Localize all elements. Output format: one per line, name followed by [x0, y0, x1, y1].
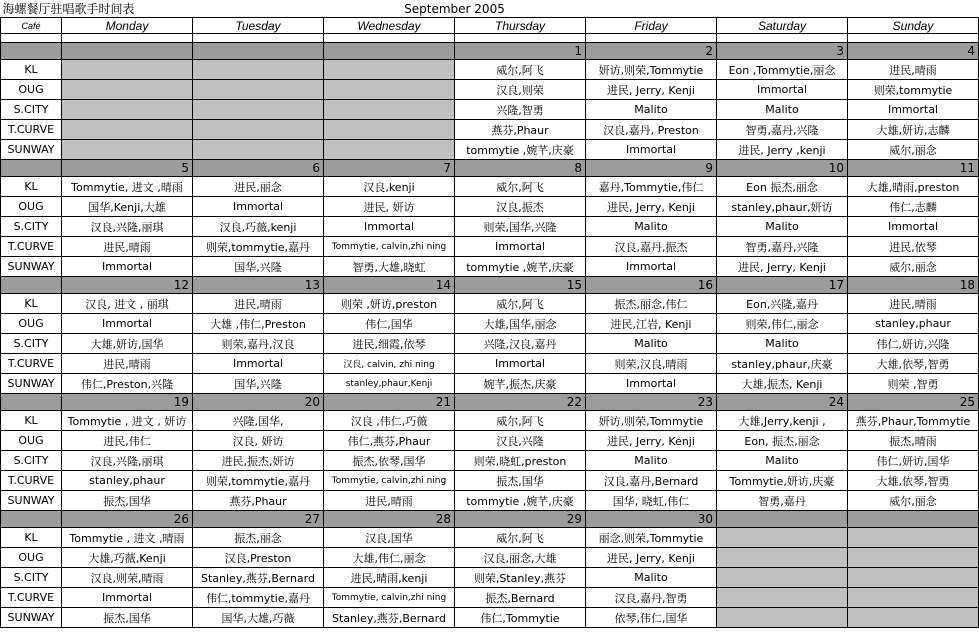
singer-cell[interactable]: 进民, Jerry, Kenji — [586, 197, 717, 217]
singer-cell[interactable]: 则荣 ,妍访,preston — [324, 294, 455, 314]
date-cell: 12 — [62, 277, 193, 294]
day-header: Saturday — [717, 18, 848, 34]
singer-cell[interactable]: 进民,晴雨 — [848, 60, 979, 80]
date-cell: 21 — [324, 394, 455, 411]
singer-cell[interactable]: 大雄,妍访,国华 — [62, 334, 193, 354]
singer-cell[interactable]: 兴隆,国华, — [193, 411, 324, 431]
singer-cell[interactable]: 伟仁,志麟 — [848, 197, 979, 217]
singer-cell[interactable]: 汉良,丽念,大雄 — [455, 548, 586, 568]
day-header: Thursday — [455, 18, 586, 34]
singer-cell[interactable]: Malito — [717, 334, 848, 354]
location-label: SUNWAY — [1, 491, 62, 511]
singer-cell[interactable]: 则荣,嘉丹,汉良 — [193, 334, 324, 354]
singer-cell[interactable]: 大雄,妍访,志麟 — [848, 120, 979, 140]
singer-cell[interactable]: stanley,phaur,庆豪 — [717, 354, 848, 374]
location-label: SUNWAY — [1, 140, 62, 160]
singer-cell[interactable]: 汉良, 妍访 — [193, 431, 324, 451]
singer-cell[interactable]: 大雄,振杰, Kenji — [717, 374, 848, 394]
singer-cell[interactable]: 进民,依琴 — [848, 237, 979, 257]
location-row — [1, 80, 979, 100]
singer-cell[interactable]: 振杰,丽念 — [193, 528, 324, 548]
date-cell: 29 — [455, 511, 586, 528]
singer-cell[interactable]: Immortal — [455, 237, 586, 257]
date-cell: 18 — [848, 277, 979, 294]
singer-cell[interactable]: 婉芊,振杰,庆豪 — [455, 374, 586, 394]
location-label: S.CITY — [1, 451, 62, 471]
singer-cell[interactable]: 则荣,tommytie,嘉丹 — [193, 471, 324, 491]
singer-cell[interactable]: Tommytie , 进文 , 妍访 — [62, 411, 193, 431]
cafe-header: Café — [1, 18, 62, 34]
singer-cell[interactable] — [717, 548, 848, 568]
location-label: T.CURVE — [1, 237, 62, 257]
date-cell: 9 — [586, 160, 717, 177]
singer-cell[interactable] — [717, 588, 848, 608]
singer-cell[interactable]: 振杰,国华 — [62, 491, 193, 511]
singer-cell[interactable]: 进民,晴雨 — [62, 354, 193, 374]
date-spacer — [1, 277, 62, 294]
singer-cell[interactable]: 妍访,则荣,Tommytie — [586, 60, 717, 80]
singer-cell[interactable]: 智勇,嘉丹,兴隆 — [717, 120, 848, 140]
date-cell: 5 — [62, 160, 193, 177]
singer-cell[interactable]: 进民, Jerry, Kenji — [717, 257, 848, 277]
singer-cell[interactable] — [717, 528, 848, 548]
singer-cell[interactable]: 大雄,Jerry,kenji , — [717, 411, 848, 431]
singer-cell[interactable]: 汉良,嘉丹,振杰 — [586, 237, 717, 257]
location-label: OUG — [1, 197, 62, 217]
singer-cell[interactable]: 则荣,汉良,晴雨 — [586, 354, 717, 374]
location-row — [1, 237, 979, 257]
location-row — [1, 197, 979, 217]
singer-cell[interactable]: 智勇,嘉丹,兴隆 — [717, 237, 848, 257]
day-header: Monday — [62, 18, 193, 34]
singer-cell[interactable]: Stanley,燕芬,Bernard — [193, 568, 324, 588]
week-date-row — [1, 511, 979, 528]
singer-cell[interactable] — [848, 528, 979, 548]
week-date-row — [1, 277, 979, 294]
location-label: SUNWAY — [1, 608, 62, 628]
singer-cell[interactable]: 伟仁,tommytie,嘉丹 — [193, 588, 324, 608]
singer-cell[interactable]: 大雄,依琴,智勇 — [848, 354, 979, 374]
singer-cell[interactable]: Eon,兴隆,嘉丹 — [717, 294, 848, 314]
singer-cell[interactable]: Immortal — [62, 314, 193, 334]
singer-cell[interactable]: 进民, Jerry, Kenji — [586, 548, 717, 568]
singer-cell[interactable]: 进民, Jerry, Kenji — [586, 80, 717, 100]
singer-cell[interactable]: 进民,细霞,依琴 — [324, 334, 455, 354]
singer-cell[interactable]: 则荣,伟仁,丽念 — [717, 314, 848, 334]
singer-cell[interactable]: 威尔,丽念 — [848, 257, 979, 277]
singer-cell[interactable]: 汉良,巧薇,kenji — [193, 217, 324, 237]
singer-cell[interactable]: 汉良,兴隆,丽琪 — [62, 451, 193, 471]
location-row — [1, 491, 979, 511]
singer-cell[interactable]: 伟仁,妍访,兴隆 — [848, 334, 979, 354]
singer-cell[interactable]: 伟仁,燕芬,Phaur — [324, 431, 455, 451]
location-row — [1, 294, 979, 314]
location-label: SUNWAY — [1, 257, 62, 277]
singer-cell[interactable]: Immortal — [717, 80, 848, 100]
singer-cell[interactable]: Tommytie , 进文 ,晴雨 — [62, 528, 193, 548]
singer-cell[interactable]: 进民,伟仁 — [62, 431, 193, 451]
singer-cell[interactable]: 大雄 ,伟仁,Preston — [193, 314, 324, 334]
singer-cell[interactable]: 汉良 ,伟仁,巧薇 — [324, 411, 455, 431]
location-label: KL — [1, 294, 62, 314]
singer-cell[interactable]: 威尔,丽念 — [848, 140, 979, 160]
location-row — [1, 411, 979, 431]
singer-cell[interactable]: Immortal — [193, 354, 324, 374]
location-label: S.CITY — [1, 100, 62, 120]
location-label: S.CITY — [1, 217, 62, 237]
singer-cell[interactable]: 振杰,丽念,伟仁 — [586, 294, 717, 314]
singer-cell[interactable] — [848, 588, 979, 608]
singer-cell[interactable]: 汉良,嘉丹,智勇 — [586, 588, 717, 608]
singer-cell[interactable]: Tommytie,妍访,庆豪 — [717, 471, 848, 491]
singer-cell[interactable]: Malito — [717, 100, 848, 120]
singer-cell[interactable]: 燕芬,Phaur — [455, 120, 586, 140]
date-cell: 2 — [586, 43, 717, 60]
singer-cell[interactable]: Malito — [586, 100, 717, 120]
singer-cell[interactable]: Immortal — [62, 257, 193, 277]
singer-cell[interactable]: Immortal — [193, 197, 324, 217]
singer-cell[interactable] — [193, 60, 324, 80]
singer-cell[interactable]: 振杰,依琴,国华 — [324, 451, 455, 471]
singer-cell[interactable]: 威尔,阿飞 — [455, 177, 586, 197]
singer-cell[interactable]: Malito — [717, 451, 848, 471]
date-cell — [324, 43, 455, 60]
singer-cell[interactable]: stanley,phaur — [62, 471, 193, 491]
singer-cell[interactable]: Malito — [586, 451, 717, 471]
singer-cell[interactable]: 燕芬,Phaur,Tommytie — [848, 411, 979, 431]
location-label: T.CURVE — [1, 471, 62, 491]
singer-cell[interactable]: 则荣,tommytie — [848, 80, 979, 100]
location-label: OUG — [1, 548, 62, 568]
singer-cell[interactable]: 丽念,则荣,Tommytie — [586, 528, 717, 548]
singer-cell[interactable] — [848, 568, 979, 588]
singer-cell[interactable]: 大雄,巧薇,Kenji — [62, 548, 193, 568]
date-cell: 15 — [455, 277, 586, 294]
date-cell: 22 — [455, 394, 586, 411]
singer-cell[interactable]: 国华,大雄,巧薇 — [193, 608, 324, 628]
singer-cell[interactable]: Immortal — [586, 140, 717, 160]
location-label: OUG — [1, 431, 62, 451]
date-spacer — [1, 43, 62, 60]
location-row — [1, 548, 979, 568]
singer-cell[interactable]: 汉良,则荣,晴雨 — [62, 568, 193, 588]
location-row — [1, 140, 979, 160]
singer-cell[interactable] — [324, 120, 455, 140]
location-label: KL — [1, 411, 62, 431]
date-cell: 23 — [586, 394, 717, 411]
day-header: Friday — [586, 18, 717, 34]
date-cell: 30 — [586, 511, 717, 528]
singer-cell[interactable]: 智勇,嘉丹 — [717, 491, 848, 511]
location-label: OUG — [1, 314, 62, 334]
singer-cell[interactable]: 则荣,Stanley,燕芬 — [455, 568, 586, 588]
singer-cell[interactable] — [717, 568, 848, 588]
singer-cell[interactable]: 伟仁,Tommytie — [455, 608, 586, 628]
singer-cell[interactable]: 威尔,阿飞 — [455, 528, 586, 548]
sheet-title: 海螺餐厅驻唱歌手时间表 — [2, 2, 135, 16]
singer-cell[interactable]: Immortal — [62, 588, 193, 608]
singer-cell[interactable]: 振杰,国华 — [455, 471, 586, 491]
singer-cell[interactable]: 兴隆,汉良,嘉丹 — [455, 334, 586, 354]
singer-cell[interactable] — [324, 80, 455, 100]
singer-cell[interactable]: 则荣,晓虹,preston — [455, 451, 586, 471]
week-date-row — [1, 160, 979, 177]
singer-cell[interactable]: Tommytie, calvin,zhi ning — [324, 471, 455, 491]
date-cell: 1 — [455, 43, 586, 60]
singer-cell[interactable] — [848, 548, 979, 568]
singer-cell[interactable]: 国华,兴隆 — [193, 257, 324, 277]
singer-cell[interactable]: 进民,晴雨,kenji — [324, 568, 455, 588]
singer-cell[interactable]: Tommytie, 进文 ,晴雨 — [62, 177, 193, 197]
date-cell: 13 — [193, 277, 324, 294]
singer-cell[interactable]: 进民,振杰,妍访 — [193, 451, 324, 471]
singer-cell[interactable] — [324, 60, 455, 80]
date-cell: 27 — [193, 511, 324, 528]
singer-cell[interactable] — [62, 100, 193, 120]
date-cell: 26 — [62, 511, 193, 528]
day-header: Sunday — [848, 18, 979, 34]
location-label: KL — [1, 528, 62, 548]
singer-cell[interactable]: 振杰,晴雨 — [848, 431, 979, 451]
singer-cell[interactable]: Immortal — [455, 354, 586, 374]
singer-cell[interactable]: Immortal — [848, 100, 979, 120]
location-label: T.CURVE — [1, 120, 62, 140]
singer-cell[interactable] — [62, 120, 193, 140]
date-cell: 3 — [717, 43, 848, 60]
date-cell: 10 — [717, 160, 848, 177]
singer-cell[interactable]: Malito — [586, 568, 717, 588]
singer-cell[interactable]: 进民,晴雨 — [193, 294, 324, 314]
date-cell: 8 — [455, 160, 586, 177]
singer-cell[interactable]: 伟仁,妍访,国华 — [848, 451, 979, 471]
singer-cell[interactable]: 智勇,大雄,晓虹 — [324, 257, 455, 277]
singer-cell[interactable]: 汉良,则荣 — [455, 80, 586, 100]
singer-cell[interactable]: 汉良,兴隆,丽琪 — [62, 217, 193, 237]
location-row — [1, 354, 979, 374]
location-label: S.CITY — [1, 568, 62, 588]
singer-cell[interactable] — [62, 60, 193, 80]
singer-cell[interactable]: Immortal — [848, 217, 979, 237]
singer-cell[interactable]: Eon 振杰,丽念 — [717, 177, 848, 197]
date-cell: 14 — [324, 277, 455, 294]
singer-cell[interactable]: 则荣,tommytie,嘉丹 — [193, 237, 324, 257]
singer-cell[interactable]: 依琴,伟仁,国华 — [586, 608, 717, 628]
location-row — [1, 471, 979, 491]
location-label: KL — [1, 177, 62, 197]
singer-cell[interactable] — [324, 140, 455, 160]
location-row — [1, 100, 979, 120]
singer-cell[interactable]: 国华, 晓虹,伟仁 — [586, 491, 717, 511]
singer-cell[interactable]: tommytie ,婉芊,庆豪 — [455, 257, 586, 277]
date-spacer — [1, 160, 62, 177]
singer-cell[interactable]: Malito — [586, 217, 717, 237]
date-cell: 25 — [848, 394, 979, 411]
singer-cell[interactable]: 威尔,阿飞 — [455, 60, 586, 80]
singer-cell[interactable]: 则荣,国华,兴隆 — [455, 217, 586, 237]
singer-cell[interactable]: 汉良,Preston — [193, 548, 324, 568]
location-label: SUNWAY — [1, 374, 62, 394]
singer-cell[interactable]: 威尔,丽念 — [848, 491, 979, 511]
singer-cell[interactable]: Tommytie, calvin,zhi ning — [324, 237, 455, 257]
date-cell: 20 — [193, 394, 324, 411]
singer-cell[interactable]: 嘉丹,Tommytie,伟仁 — [586, 177, 717, 197]
day-header: Wednesday — [324, 18, 455, 34]
singer-cell[interactable]: stanley,phaur,Kenji — [324, 374, 455, 394]
date-cell: 17 — [717, 277, 848, 294]
date-cell: 16 — [586, 277, 717, 294]
singer-cell[interactable]: 燕芬,Phaur — [193, 491, 324, 511]
location-label: S.CITY — [1, 334, 62, 354]
singer-cell[interactable]: 大雄,晴雨,preston — [848, 177, 979, 197]
singer-cell[interactable]: 大雄,依琴,智勇 — [848, 471, 979, 491]
day-header: Tuesday — [193, 18, 324, 34]
singer-cell[interactable]: Immortal — [586, 257, 717, 277]
singer-cell[interactable]: Tommytie, calvin,zhi ning — [324, 588, 455, 608]
week-date-row — [1, 394, 979, 411]
singer-cell[interactable]: 汉良,kenji — [324, 177, 455, 197]
singer-cell[interactable]: 则荣 ,智勇 — [848, 374, 979, 394]
location-row — [1, 334, 979, 354]
singer-cell[interactable] — [193, 140, 324, 160]
singer-cell[interactable]: 汉良, 进文 , 丽琪 — [62, 294, 193, 314]
singer-cell[interactable]: 大雄,国华,丽念 — [455, 314, 586, 334]
location-row — [1, 568, 979, 588]
singer-cell[interactable]: 伟仁,Preston,兴隆 — [62, 374, 193, 394]
singer-cell[interactable]: 进民, Jerry, Kenji — [586, 431, 717, 451]
location-row — [1, 451, 979, 471]
date-cell: 4 — [848, 43, 979, 60]
location-row — [1, 431, 979, 451]
singer-cell[interactable]: Stanley,燕芬,Bernard — [324, 608, 455, 628]
location-label: T.CURVE — [1, 588, 62, 608]
singer-cell[interactable]: 汉良,国华 — [324, 528, 455, 548]
singer-cell[interactable]: Immortal — [586, 374, 717, 394]
singer-cell[interactable]: 威尔,阿飞 — [455, 294, 586, 314]
singer-cell[interactable]: 汉良,振杰 — [455, 197, 586, 217]
singer-cell[interactable]: 国华,兴隆 — [193, 374, 324, 394]
singer-cell[interactable] — [62, 140, 193, 160]
singer-cell[interactable] — [193, 100, 324, 120]
singer-cell[interactable] — [717, 608, 848, 628]
singer-cell[interactable]: 汉良,嘉丹,Bernard — [586, 471, 717, 491]
month-label: September 2005 — [404, 1, 505, 16]
singer-cell[interactable]: 汉良,兴隆 — [455, 431, 586, 451]
singer-cell[interactable]: tommytie ,婉芊,庆豪 — [455, 140, 586, 160]
location-row — [1, 217, 979, 237]
singer-cell[interactable]: 进民,晴雨 — [848, 294, 979, 314]
singer-cell[interactable]: 进民,晴雨 — [324, 491, 455, 511]
singer-cell[interactable]: Immortal — [324, 217, 455, 237]
singer-cell[interactable]: Eon ,Tommytie,丽念 — [717, 60, 848, 80]
week-date-row — [1, 43, 979, 60]
singer-cell[interactable]: 汉良,嘉丹, Preston — [586, 120, 717, 140]
singer-cell[interactable]: 伟仁,国华 — [324, 314, 455, 334]
location-row — [1, 60, 979, 80]
singer-cell[interactable]: 国华,Kenji,大雄 — [62, 197, 193, 217]
singer-cell[interactable]: 汉良, calvin, zhi ning — [324, 354, 455, 374]
singer-cell[interactable] — [193, 120, 324, 140]
singer-cell[interactable]: 兴隆,智勇 — [455, 100, 586, 120]
singer-cell[interactable]: 振杰,Bernard — [455, 588, 586, 608]
location-row — [1, 177, 979, 197]
singer-cell[interactable]: 进民, Jerry ,kenji — [717, 140, 848, 160]
singer-cell[interactable] — [848, 608, 979, 628]
location-label: T.CURVE — [1, 354, 62, 374]
location-row — [1, 120, 979, 140]
location-label: KL — [1, 60, 62, 80]
singer-cell[interactable] — [324, 100, 455, 120]
singer-cell[interactable]: 进民, 妍访 — [324, 197, 455, 217]
singer-cell[interactable]: tommytie ,婉芊,庆豪 — [455, 491, 586, 511]
location-row — [1, 257, 979, 277]
singer-cell[interactable]: 进民,江岩, Kenji — [586, 314, 717, 334]
day-header-row — [1, 18, 979, 34]
location-row — [1, 374, 979, 394]
singer-cell[interactable]: stanley,phaur — [848, 314, 979, 334]
date-cell — [717, 511, 848, 528]
date-cell: 28 — [324, 511, 455, 528]
singer-cell[interactable] — [62, 80, 193, 100]
singer-cell[interactable]: Malito — [586, 334, 717, 354]
singer-cell[interactable]: 妍访,则荣,Tommytie — [586, 411, 717, 431]
singer-cell[interactable]: Malito — [717, 217, 848, 237]
location-row — [1, 588, 979, 608]
date-cell: 24 — [717, 394, 848, 411]
date-cell: 11 — [848, 160, 979, 177]
date-cell: 19 — [62, 394, 193, 411]
date-spacer — [1, 394, 62, 411]
singer-cell[interactable]: 威尔,阿飞 — [455, 411, 586, 431]
date-cell — [848, 511, 979, 528]
singer-cell[interactable]: 振杰,国华 — [62, 608, 193, 628]
date-spacer — [1, 511, 62, 528]
singer-cell[interactable]: Eon, 振杰,丽念 — [717, 431, 848, 451]
location-row — [1, 314, 979, 334]
date-cell: 6 — [193, 160, 324, 177]
date-cell — [193, 43, 324, 60]
singer-cell[interactable]: 进民,晴雨 — [62, 237, 193, 257]
singer-cell[interactable] — [193, 80, 324, 100]
location-row — [1, 608, 979, 628]
date-cell: 7 — [324, 160, 455, 177]
singer-cell[interactable]: 大雄,伟仁,丽念 — [324, 548, 455, 568]
date-cell — [62, 43, 193, 60]
singer-cell[interactable]: stanley,phaur,妍访 — [717, 197, 848, 217]
location-label: OUG — [1, 80, 62, 100]
location-row — [1, 528, 979, 548]
singer-cell[interactable]: 进民,丽念 — [193, 177, 324, 197]
